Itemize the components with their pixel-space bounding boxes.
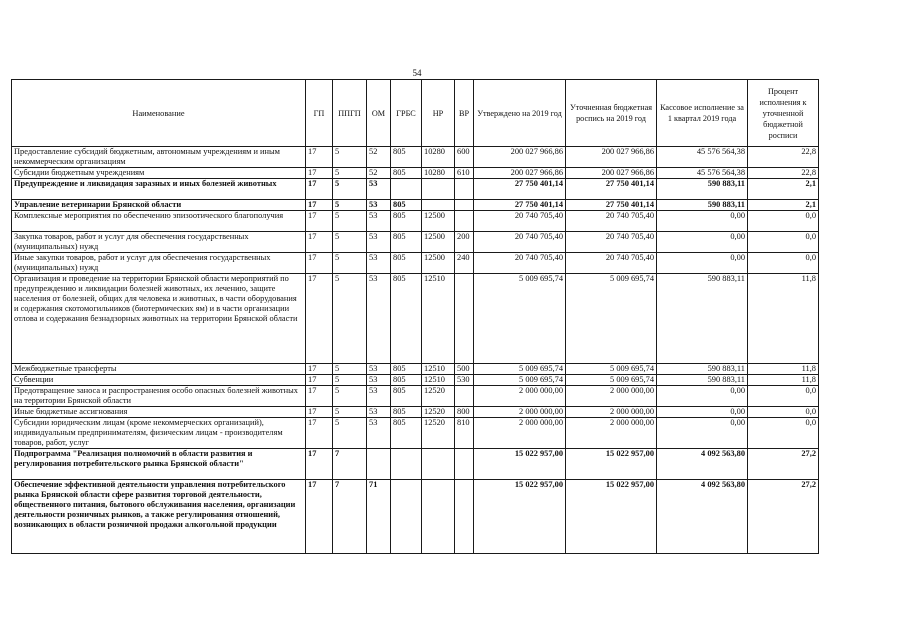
cell-om	[367, 449, 391, 480]
cell-grbs: 805	[391, 211, 422, 232]
cell-refined: 15 022 957,00	[566, 449, 657, 480]
cell-vr: 600	[455, 147, 474, 168]
cell-ppgp: 5	[333, 211, 367, 232]
cell-vr	[455, 386, 474, 407]
table-row	[12, 179, 819, 200]
cell-grbs: 805	[391, 200, 422, 211]
cell-gp: 17	[306, 449, 333, 480]
cell-percent: 22,8	[748, 147, 819, 168]
cell-percent: 0,0	[748, 386, 819, 407]
cell-refined: 27 750 401,14	[566, 200, 657, 211]
cell-executed: 4 092 563,80	[657, 480, 748, 554]
cell-refined: 200 027 966,86	[566, 147, 657, 168]
cell-ppgp: 5	[333, 168, 367, 179]
cell-gp: 17	[306, 480, 333, 554]
cell-gp: 17	[306, 418, 333, 449]
cell-om: 53	[367, 253, 391, 274]
cell-approved: 27 750 401,14	[474, 179, 566, 200]
cell-ppgp: 5	[333, 253, 367, 274]
cell-gp: 17	[306, 407, 333, 418]
cell-percent: 27,2	[748, 449, 819, 480]
column-header-approved: Утверждено на 2019 год	[474, 80, 566, 147]
cell-approved: 2 000 000,00	[474, 418, 566, 449]
cell-approved: 20 740 705,40	[474, 253, 566, 274]
cell-name: Межбюджетные трансферты	[12, 364, 306, 375]
cell-percent: 22,8	[748, 168, 819, 179]
cell-gp: 17	[306, 147, 333, 168]
cell-gp: 17	[306, 179, 333, 200]
cell-percent: 2,1	[748, 200, 819, 211]
cell-refined: 200 027 966,86	[566, 168, 657, 179]
cell-np	[422, 179, 455, 200]
cell-approved: 2 000 000,00	[474, 407, 566, 418]
cell-executed: 590 883,11	[657, 364, 748, 375]
cell-om: 52	[367, 147, 391, 168]
cell-om: 53	[367, 232, 391, 253]
cell-gp: 17	[306, 211, 333, 232]
cell-executed: 45 576 564,38	[657, 168, 748, 179]
cell-grbs: 805	[391, 418, 422, 449]
cell-grbs: 805	[391, 386, 422, 407]
cell-name: Субсидии юридическим лицам (кроме некоммерческих организаций), индивидуальным предпринимателям, физическим лицам - производителям товаров, работ, услуг	[12, 418, 306, 449]
cell-name: Субвенции	[12, 375, 306, 386]
cell-refined: 5 009 695,74	[566, 364, 657, 375]
cell-refined: 2 000 000,00	[566, 407, 657, 418]
cell-percent: 11,8	[748, 364, 819, 375]
cell-approved: 15 022 957,00	[474, 449, 566, 480]
cell-percent: 0,0	[748, 418, 819, 449]
cell-approved: 2 000 000,00	[474, 386, 566, 407]
cell-grbs	[391, 179, 422, 200]
cell-executed: 4 092 563,80	[657, 449, 748, 480]
cell-percent: 0,0	[748, 211, 819, 232]
cell-ppgp: 5	[333, 407, 367, 418]
cell-percent: 0,0	[748, 253, 819, 274]
cell-percent: 0,0	[748, 407, 819, 418]
cell-om: 53	[367, 274, 391, 364]
cell-executed: 0,00	[657, 211, 748, 232]
cell-name: Предоставление субсидий бюджетным, автономным учреждениям и иным некоммерческим организациям	[12, 147, 306, 168]
table-row	[12, 407, 819, 418]
cell-grbs: 805	[391, 253, 422, 274]
cell-np: 12520	[422, 407, 455, 418]
cell-refined: 2 000 000,00	[566, 386, 657, 407]
cell-ppgp: 5	[333, 147, 367, 168]
cell-refined: 5 009 695,74	[566, 375, 657, 386]
column-header-vr: ВР	[455, 80, 474, 147]
cell-np: 10280	[422, 147, 455, 168]
cell-ppgp: 7	[333, 449, 367, 480]
cell-name: Иные закупки товаров, работ и услуг для обеспечения государственных (муниципальных) нужд	[12, 253, 306, 274]
cell-approved: 20 740 705,40	[474, 232, 566, 253]
cell-executed: 0,00	[657, 418, 748, 449]
cell-gp: 17	[306, 168, 333, 179]
cell-ppgp: 5	[333, 232, 367, 253]
cell-percent: 2,1	[748, 179, 819, 200]
cell-name: Предотвращение заноса и распространения особо опасных болезней животных на территории Брянской области	[12, 386, 306, 407]
cell-ppgp: 5	[333, 418, 367, 449]
cell-np: 12520	[422, 418, 455, 449]
cell-vr: 610	[455, 168, 474, 179]
cell-executed: 590 883,11	[657, 179, 748, 200]
cell-percent: 11,8	[748, 375, 819, 386]
table-row	[12, 147, 819, 168]
column-header-name: Наименование	[12, 80, 306, 147]
cell-vr: 800	[455, 407, 474, 418]
table-row	[12, 418, 819, 449]
column-header-refined: Уточненная бюджетная роспись на 2019 год	[566, 80, 657, 147]
table-header-row	[12, 80, 819, 147]
cell-approved: 5 009 695,74	[474, 274, 566, 364]
cell-om: 53	[367, 200, 391, 211]
table-row	[12, 232, 819, 253]
cell-om: 53	[367, 386, 391, 407]
cell-vr	[455, 211, 474, 232]
cell-vr	[455, 274, 474, 364]
cell-ppgp: 5	[333, 200, 367, 211]
cell-np: 12510	[422, 274, 455, 364]
cell-np: 10280	[422, 168, 455, 179]
cell-om: 53	[367, 375, 391, 386]
cell-refined: 27 750 401,14	[566, 179, 657, 200]
cell-name: Управление ветеринарии Брянской области	[12, 200, 306, 211]
cell-refined: 20 740 705,40	[566, 211, 657, 232]
column-header-ppgp: ППГП	[333, 80, 367, 147]
cell-percent: 27,2	[748, 480, 819, 554]
cell-executed: 590 883,11	[657, 375, 748, 386]
cell-gp: 17	[306, 364, 333, 375]
cell-grbs: 805	[391, 364, 422, 375]
cell-np	[422, 200, 455, 211]
cell-ppgp: 5	[333, 179, 367, 200]
table-row	[12, 168, 819, 179]
cell-om: 53	[367, 211, 391, 232]
cell-grbs	[391, 480, 422, 554]
cell-om: 71	[367, 480, 391, 554]
cell-executed: 0,00	[657, 407, 748, 418]
table-row	[12, 386, 819, 407]
table-row	[12, 449, 819, 480]
table-row	[12, 274, 819, 364]
table-row	[12, 375, 819, 386]
cell-np: 12520	[422, 386, 455, 407]
cell-approved: 20 740 705,40	[474, 211, 566, 232]
cell-executed: 0,00	[657, 232, 748, 253]
cell-ppgp: 5	[333, 386, 367, 407]
cell-grbs: 805	[391, 274, 422, 364]
cell-executed: 0,00	[657, 386, 748, 407]
table-row	[12, 480, 819, 554]
cell-np: 12500	[422, 253, 455, 274]
cell-np: 12500	[422, 211, 455, 232]
cell-name: Закупка товаров, работ и услуг для обеспечения государственных (муниципальных) нужд	[12, 232, 306, 253]
column-header-np: НР	[422, 80, 455, 147]
cell-om: 52	[367, 168, 391, 179]
cell-name: Иные бюджетные ассигнования	[12, 407, 306, 418]
column-header-gp: ГП	[306, 80, 333, 147]
cell-name: Комплексные мероприятия по обеспечению эпизоотического благополучия	[12, 211, 306, 232]
cell-vr	[455, 449, 474, 480]
cell-refined: 2 000 000,00	[566, 418, 657, 449]
cell-grbs: 805	[391, 407, 422, 418]
cell-executed: 590 883,11	[657, 274, 748, 364]
cell-ppgp: 5	[333, 364, 367, 375]
cell-name: Организация и проведение на территории Брянской области мероприятий по предупреждению и ликвидации болезней животных, их лечению, защите населения от болезней, общих для человека и животных, в части оборудования и содержания скотомогильников (биотермических ям) и в части организации отлова и содержания безнадзорных животных на территории Брянской области	[12, 274, 306, 364]
cell-gp: 17	[306, 386, 333, 407]
cell-om: 53	[367, 418, 391, 449]
cell-name: Подпрограмма "Реализация полномочий в области развития и регулирования потребительского рынка Брянской области"	[12, 449, 306, 480]
cell-gp: 17	[306, 253, 333, 274]
cell-approved: 5 009 695,74	[474, 375, 566, 386]
table-row	[12, 253, 819, 274]
page-number: 54	[412, 68, 422, 78]
column-header-grbs: ГРБС	[391, 80, 422, 147]
cell-gp: 17	[306, 375, 333, 386]
cell-vr	[455, 480, 474, 554]
cell-gp: 17	[306, 200, 333, 211]
cell-np	[422, 480, 455, 554]
column-header-percent: Процент исполнения к уточненной бюджетной росписи	[748, 80, 819, 147]
cell-om: 53	[367, 179, 391, 200]
cell-ppgp: 5	[333, 274, 367, 364]
cell-vr: 500	[455, 364, 474, 375]
table-row	[12, 211, 819, 232]
cell-gp: 17	[306, 274, 333, 364]
cell-approved: 5 009 695,74	[474, 364, 566, 375]
cell-refined: 5 009 695,74	[566, 274, 657, 364]
cell-executed: 45 576 564,38	[657, 147, 748, 168]
cell-refined: 15 022 957,00	[566, 480, 657, 554]
cell-np: 12510	[422, 375, 455, 386]
cell-vr	[455, 200, 474, 211]
cell-grbs: 805	[391, 232, 422, 253]
cell-percent: 11,8	[748, 274, 819, 364]
cell-vr: 810	[455, 418, 474, 449]
cell-grbs: 805	[391, 375, 422, 386]
cell-approved: 15 022 957,00	[474, 480, 566, 554]
cell-grbs: 805	[391, 168, 422, 179]
cell-name: Субсидии бюджетным учреждениям	[12, 168, 306, 179]
cell-approved: 200 027 966,86	[474, 147, 566, 168]
cell-executed: 0,00	[657, 253, 748, 274]
cell-vr: 240	[455, 253, 474, 274]
cell-vr: 530	[455, 375, 474, 386]
cell-ppgp: 7	[333, 480, 367, 554]
cell-name: Обеспечение эффективной деятельности управления потребительского рынка Брянской области сфере развития торговой деятельности, общественного питания, бытового обслуживания населения, организации деятельности розничных рынков, а также регулирования отношений, возникающих в области розничной продажи алкогольной продукции	[12, 480, 306, 554]
column-header-om: ОМ	[367, 80, 391, 147]
cell-percent: 0,0	[748, 232, 819, 253]
cell-executed: 590 883,11	[657, 200, 748, 211]
cell-np: 12500	[422, 232, 455, 253]
cell-vr	[455, 179, 474, 200]
cell-ppgp: 5	[333, 375, 367, 386]
cell-approved: 200 027 966,86	[474, 168, 566, 179]
cell-np	[422, 449, 455, 480]
cell-vr: 200	[455, 232, 474, 253]
table-row	[12, 200, 819, 211]
cell-gp: 17	[306, 232, 333, 253]
cell-np: 12510	[422, 364, 455, 375]
cell-grbs: 805	[391, 147, 422, 168]
cell-approved: 27 750 401,14	[474, 200, 566, 211]
cell-grbs	[391, 449, 422, 480]
table-row	[12, 364, 819, 375]
column-header-executed: Кассовое исполнение за 1 квартал 2019 года	[657, 80, 748, 147]
cell-refined: 20 740 705,40	[566, 232, 657, 253]
cell-refined: 20 740 705,40	[566, 253, 657, 274]
budget-table	[11, 79, 819, 554]
cell-om: 53	[367, 407, 391, 418]
cell-name: Предупреждение и ликвидация заразных и иных болезней животных	[12, 179, 306, 200]
cell-om: 53	[367, 364, 391, 375]
